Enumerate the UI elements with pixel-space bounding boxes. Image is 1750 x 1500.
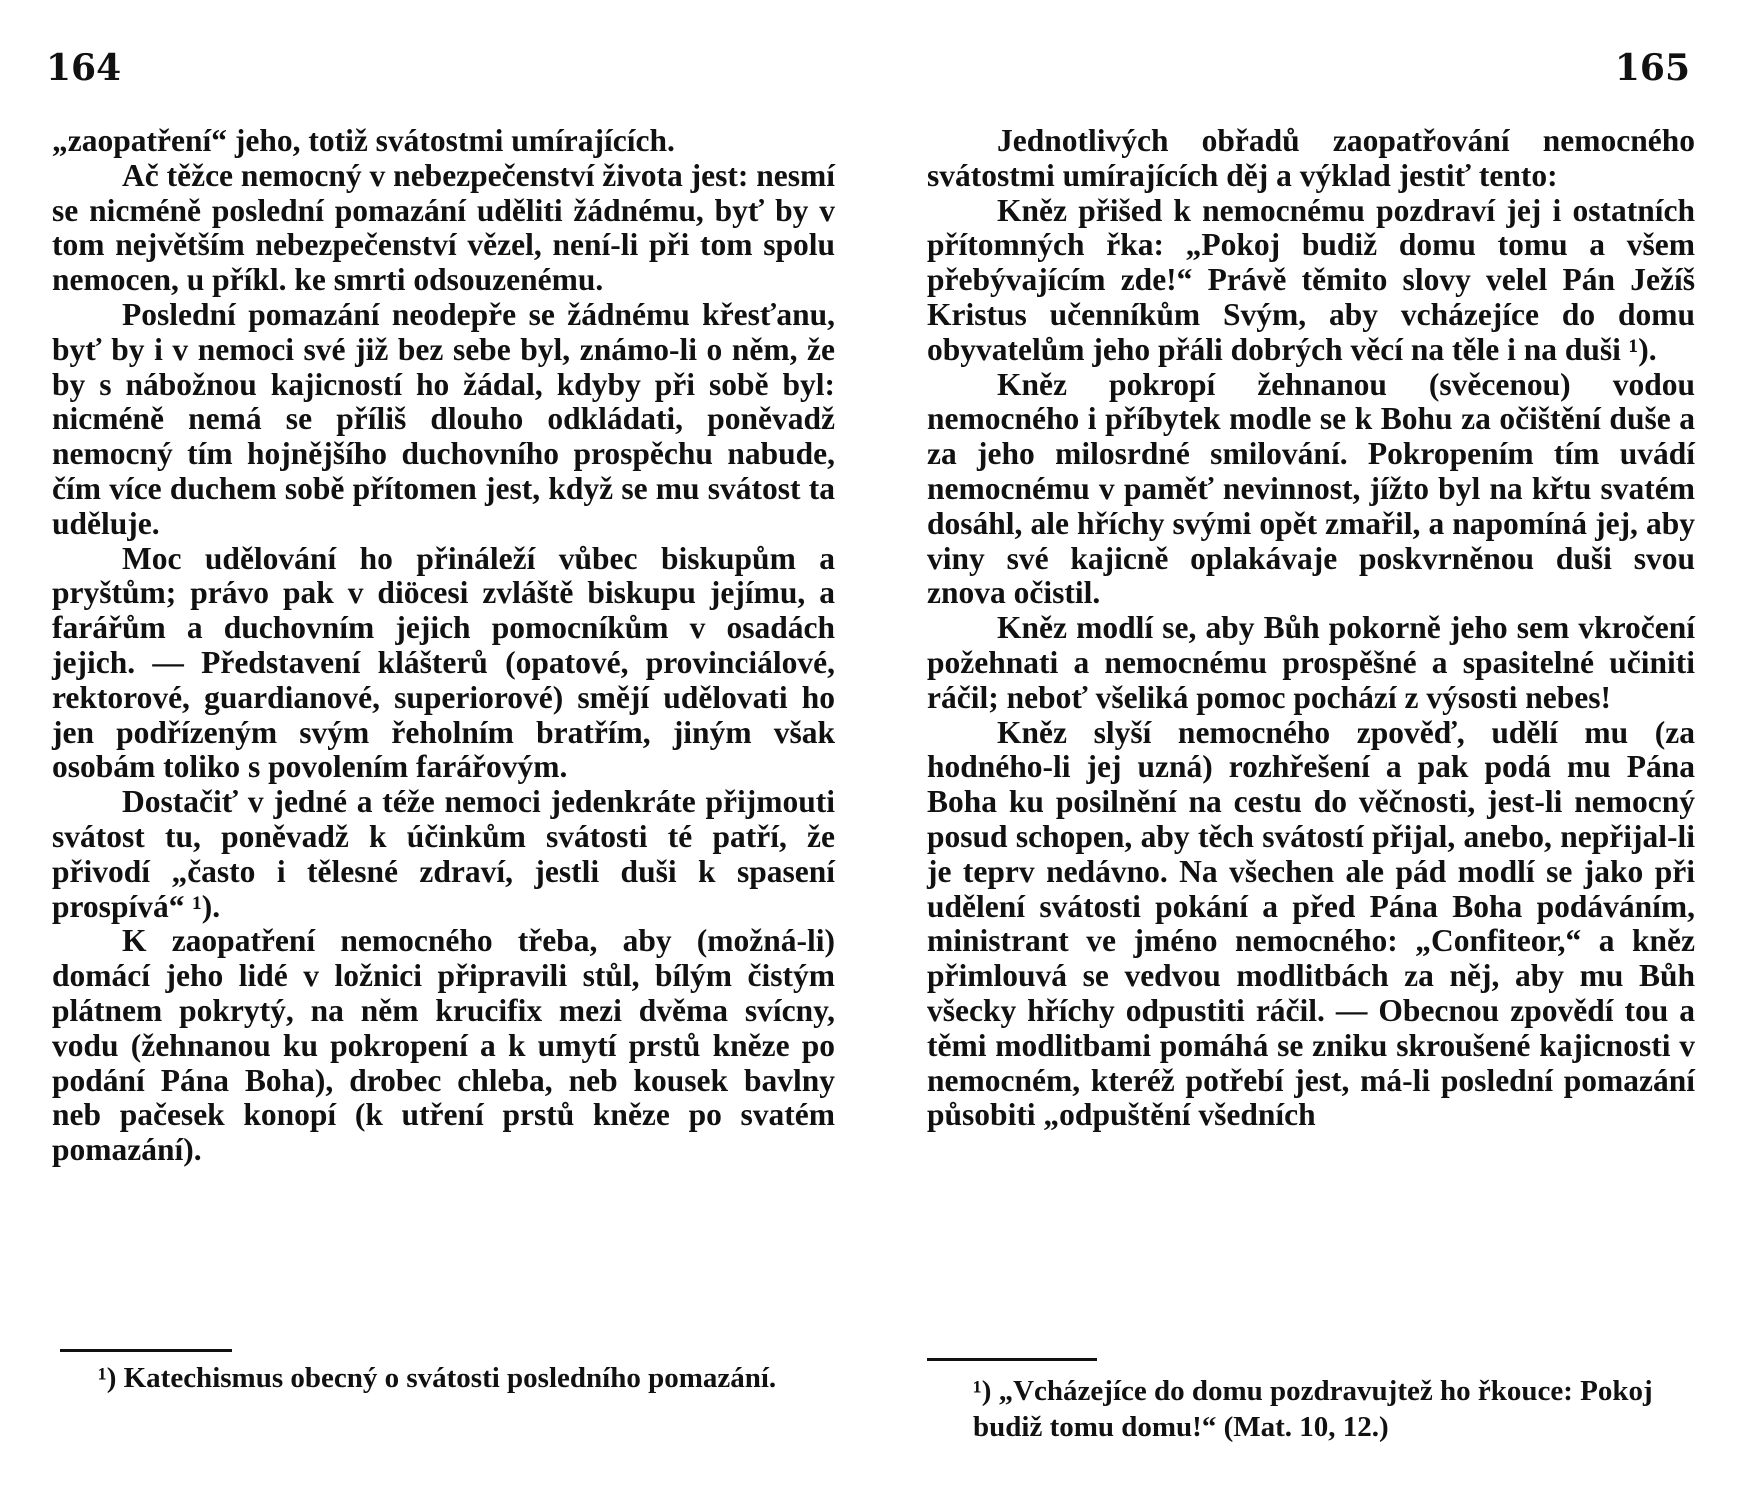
paragraph: „zaopatření“ jeho, totiž svátostmi umírajících. xyxy=(52,123,675,158)
text-column xyxy=(927,124,1695,1133)
paragraph: Ač těžce nemocný v nebezpečenství života jest: nesmí se nicméně poslední pomazání uděliti žádnému, byť by v tom největším nebezpečenství vězel, není-li při tom spolu nemocen, u příkl. ke smrti odsouzenému. xyxy=(52,157,835,298)
paragraph: Kněz modlí se, aby Bůh pokorně jeho sem vkročení požehnati a nemocnému prospěšné a spasitelné učiniti ráčil; neboť všeliká pomoc pochází z výsosti nebes! xyxy=(927,610,1695,715)
paragraph: Dostačiť v jedné a téže nemoci jedenkráte přijmouti svátost tu, poněvadž k účinkům svátosti té patří, že přivodí „často i tělesné zdraví, jestli duši k spasení prospívá“ ¹). xyxy=(52,784,835,924)
footnote: ¹) Katechismus obecný o svátosti posledního pomazání. xyxy=(98,1362,777,1394)
text-column xyxy=(52,124,835,1168)
page-number: 164 xyxy=(46,47,122,89)
paragraph: Kněz přišed k nemocnému pozdraví jej i ostatních přítomných řka: „Pokoj budiž domu tomu a všem přebývajícím zde!“ Právě těmito slovy velel Pán Ježíš Kristus učenníkům Svým, aby vcházejíce do domu obyvatelům jeho přáli dobrých věcí na těle i na duši ¹). xyxy=(927,192,1695,367)
paragraph: Poslední pomazání neodepře se žádnému křesťanu, byť by i v nemoci své již bez sebe byl, známo-li o něm, že by s nábožnou kajicností ho žádal, kdyby při sobě byl: nicméně nemá se příliš dlouho odkládati, poněvadž nemocný tím hojnějšího duchovního prospěchu nabude, čím více duchem sobě přítomen jest, když se mu svátost ta uděluje. xyxy=(52,296,835,541)
paragraph: Moc udělování ho přináleží vůbec biskupům a pryštům; právo pak v diöcesi zvláště biskupu jejímu, a farářům a duchovním jejich pomocníkům v osadách jejich. — Představení klášterů (opatové, provinciálové, rektorové, guardianové, superiorové) smějí udělovati ho jen podřízeným svým řeholním bratřím, jiným však osobám toliko s povolením farářovým. xyxy=(52,540,835,785)
paragraph: Kněz pokropí žehnanou (svěcenou) vodou nemocného i příbytek modle se k Bohu za očištění duše a za jeho milosrdné smilování. Pokropením tím uvádí nemocnému v paměť nevinnost, jížto byl na křtu svatém dosáhl, ale hříchy svými opět zmařil, a napomíná jej, aby viny své kajicně oplakávaje poskvrněnou duši svou znova očistil. xyxy=(927,366,1695,611)
page-number: 165 xyxy=(1614,47,1690,89)
paragraph: Kněz slyší nemocného zpověď, udělí mu (za hodného-li jej uzná) rozhřešení a pak podá mu Pána Boha ku posilnění na cestu do věčnosti, jest-li nemocný posud schopen, aby těch svátostí přijal, anebo, nepřijal-li je teprv nedávno. Na všechen ale pád modlí se jako při udělení svátosti pokání a před Pána Boha podáváním, ministrant ve jméno nemocného: „Confiteor,“ a kněz přimlouvá se vedvou modlitbách za něj, aby mu Bůh všecky hříchy odpustiti ráčil. — Obecnou zpovědí tou a těmi modlitbami pomáhá se zniku skroušené kajicnosti v nemocném, kteréž potřebí jest, má-li poslední pomazání působiti „odpuštění všedních xyxy=(927,714,1695,1133)
footnote-divider xyxy=(927,1358,1097,1361)
footnote: ¹) „Vcházejíce do domu pozdravujtež ho řkouce: Pokoj budiž tomu domu!“ (Mat. 10, 12.) xyxy=(973,1375,1653,1443)
footnote-divider xyxy=(60,1349,232,1352)
paragraph: K zaopatření nemocného třeba, aby (možná-li) domácí jeho lidé v ložnici připravili stůl, bílým čistým plátnem pokrytý, na něm krucifix mezi dvěma svícny, vodu (žehnanou ku pokropení a k umytí prstů kněze po podání Pána Boha), drobec chleba, neb kousek bavlny neb pačesek konopí (k utření prstů kněze po svatém pomazání). xyxy=(52,923,835,1168)
right-page xyxy=(875,0,1750,1500)
paragraph: Jednotlivých obřadů zaopatřování nemocného svátostmi umírajících děj a výklad jestiť tento: xyxy=(927,123,1695,193)
